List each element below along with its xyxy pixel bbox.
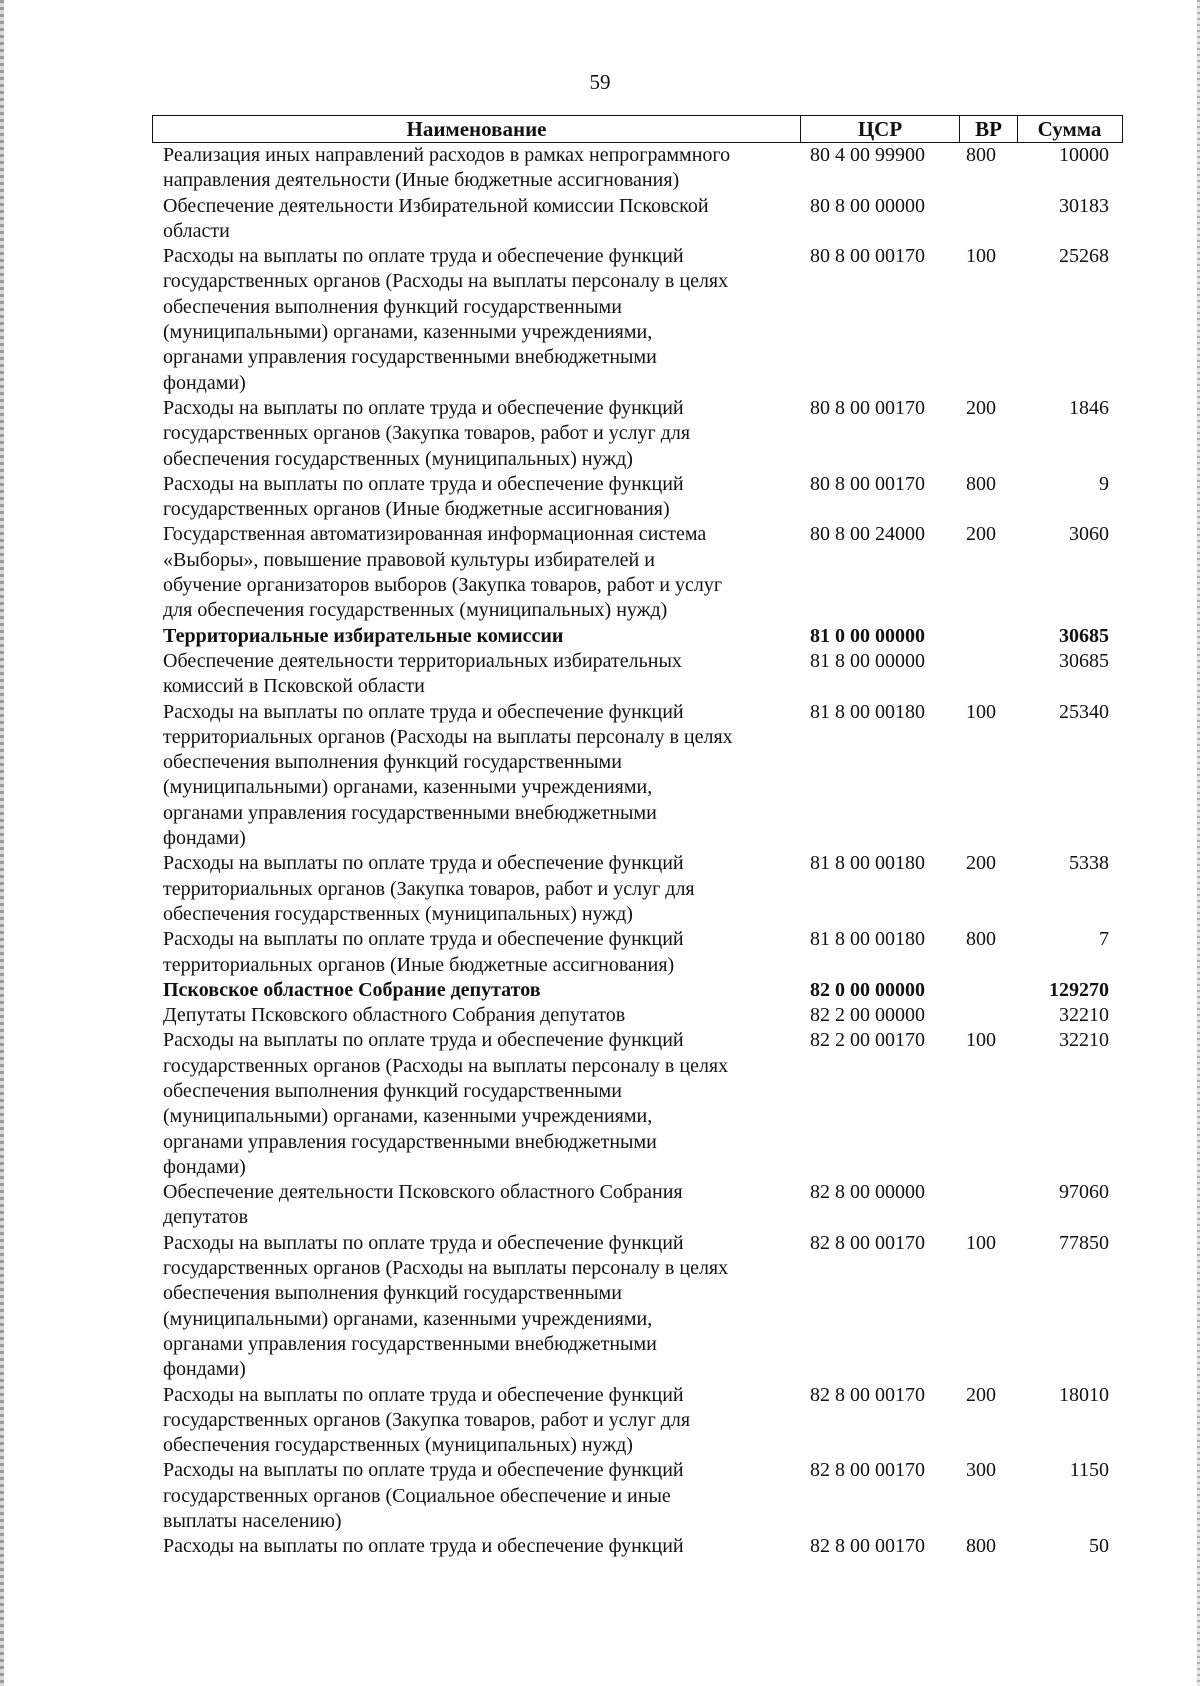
- row-csr-cell: 81 8 00 00180: [810, 928, 925, 951]
- table-row: [152, 1231, 1123, 1383]
- row-vr-cell: 100: [966, 700, 996, 723]
- row-name-cell: Расходы на выплаты по оплате труда и обеспечение функций территориальных органов (Расходы на выплаты персоналу в целях обеспечения выполнения функций государственными (муниципальными) органами, казенными учреждениями, органами управления государственными внебюджетными фондами): [163, 700, 733, 850]
- row-csr-cell: 82 8 00 00170: [810, 1231, 925, 1254]
- row-sum-cell: 77850: [1059, 1231, 1109, 1254]
- row-sum-cell: 7: [1099, 928, 1109, 951]
- row-name-cell: Расходы на выплаты по оплате труда и обеспечение функций: [163, 1535, 684, 1558]
- row-vr-cell: [959, 978, 1017, 1003]
- row-csr-cell: 81 8 00 00180: [810, 852, 925, 875]
- row-vr-cell: 100: [966, 1029, 996, 1052]
- table-row: [152, 851, 1123, 927]
- row-sum-cell: 25340: [1059, 700, 1109, 723]
- header-vr: ВР: [960, 116, 1018, 142]
- table-row: [152, 522, 1123, 623]
- row-sum-cell: 50: [1089, 1535, 1109, 1558]
- row-name-cell: Государственная автоматизированная информационная система «Выборы», повышение правовой культуры избирателей и обучение организаторов выборов (Закупка товаров, работ и услуг для обеспечения государственных (муниципальных) нужд): [163, 523, 723, 622]
- table-row: [152, 927, 1123, 978]
- row-vr-cell: [959, 649, 1017, 700]
- table-header: [152, 115, 1123, 143]
- row-name-cell: Псковское областное Собрание депутатов: [163, 978, 541, 1001]
- row-sum-cell: 32210: [1059, 1004, 1109, 1027]
- row-csr-cell: 82 8 00 00000: [810, 1181, 925, 1204]
- row-name-cell: Расходы на выплаты по оплате труда и обеспечение функций территориальных органов (Иные бюджетные ассигнования): [163, 928, 684, 976]
- row-csr-cell: 80 8 00 00000: [810, 194, 925, 217]
- row-sum-cell: 129270: [1049, 978, 1109, 1001]
- row-vr-cell: [959, 1180, 1017, 1231]
- row-vr-cell: 200: [966, 1383, 996, 1406]
- table-row: [152, 1458, 1123, 1534]
- row-name-cell: Расходы на выплаты по оплате труда и обеспечение функций государственных органов (Расходы на выплаты персоналу в целях обеспечения выполнения функций государственными (муниципальными) органами, казенными учреждениями, органами управления государственными внебюджетными фондами): [163, 245, 729, 394]
- row-vr-cell: 100: [966, 245, 996, 268]
- table-row: [152, 244, 1123, 396]
- table-row: [152, 700, 1123, 852]
- row-vr-cell: 200: [966, 523, 996, 546]
- row-sum-cell: 97060: [1059, 1181, 1109, 1204]
- header-sum: Сумма: [1037, 116, 1102, 141]
- header-name: Наименование: [153, 116, 801, 142]
- row-vr-cell: 200: [966, 852, 996, 875]
- row-name-cell: Обеспечение деятельности Избирательной комиссии Псковской области: [163, 194, 709, 242]
- row-sum-cell: 18010: [1059, 1383, 1109, 1406]
- row-name-cell: Расходы на выплаты по оплате труда и обеспечение функций государственных органов (Расходы на выплаты персоналу в целях обеспечения выполнения функций государственными (муниципальными) органами, казенными учреждениями, органами управления государственными внебюджетными фондами): [163, 1231, 729, 1381]
- table-row: [152, 194, 1123, 245]
- table-row: [152, 1180, 1123, 1231]
- row-vr-cell: [959, 624, 1017, 649]
- row-sum-cell: 1150: [1069, 1459, 1109, 1482]
- row-csr-cell: 80 8 00 24000: [810, 523, 925, 546]
- row-sum-cell: 10000: [1059, 144, 1109, 166]
- row-sum-cell: 30685: [1059, 649, 1109, 672]
- row-name-cell: Расходы на выплаты по оплате труда и обеспечение функций государственных органов (Иные бюджетные ассигнования): [163, 472, 684, 521]
- table-row: [152, 396, 1123, 472]
- row-sum-cell: 9: [1099, 472, 1109, 495]
- row-name-cell: Расходы на выплаты по оплате труда и обеспечение функций государственных органов (Расходы на выплаты персоналу в целях обеспечения выполнения функций государственными (муниципальными) органами, казенными учреждениями, органами управления государственными внебюджетными фондами): [163, 1029, 729, 1178]
- row-csr-cell: 82 8 00 00170: [810, 1459, 925, 1482]
- row-csr-cell: 82 2 00 00170: [810, 1029, 925, 1052]
- row-csr-cell: 82 8 00 00170: [810, 1383, 925, 1406]
- row-vr-cell: 100: [966, 1231, 996, 1254]
- table-row: [152, 1383, 1123, 1459]
- row-sum-cell: 5338: [1069, 852, 1109, 875]
- table-row: [152, 143, 1123, 194]
- row-csr-cell: 81 8 00 00180: [810, 700, 925, 723]
- page-number: 59: [589, 70, 611, 94]
- row-vr-cell: [959, 194, 1017, 245]
- row-name-cell: Территориальные избирательные комиссии: [163, 624, 564, 647]
- row-csr-cell: 80 4 00 99900: [810, 144, 925, 166]
- table-row: [152, 472, 1123, 523]
- row-sum-cell: 30183: [1059, 194, 1109, 217]
- row-csr-cell: 80 8 00 00170: [810, 245, 925, 268]
- row-vr-cell: 800: [966, 1535, 996, 1558]
- table-row: [152, 1534, 1123, 1559]
- row-csr-cell: 82 8 00 00170: [810, 1535, 925, 1558]
- row-sum-cell: 1846: [1069, 396, 1109, 419]
- row-vr-cell: 300: [966, 1459, 996, 1482]
- row-csr-cell: 80 8 00 00170: [810, 396, 925, 419]
- row-vr-cell: 800: [966, 144, 996, 166]
- row-name-cell: Расходы на выплаты по оплате труда и обеспечение функций государственных органов (Закупка товаров, работ и услуг для обеспечения государственных (муниципальных) нужд): [163, 396, 691, 470]
- header-csr: ЦСР: [801, 116, 960, 142]
- row-csr-cell: 82 0 00 00000: [810, 978, 925, 1001]
- row-vr-cell: 200: [966, 396, 996, 419]
- row-name-cell: Расходы на выплаты по оплате труда и обеспечение функций территориальных органов (Закупка товаров, работ и услуг для обеспечения государственных (муниципальных) нужд): [163, 852, 695, 925]
- row-sum-cell: 25268: [1059, 245, 1109, 268]
- row-csr-cell: 81 8 00 00000: [810, 649, 925, 672]
- row-vr-cell: 800: [966, 472, 996, 495]
- scan-edge-left: [0, 0, 4, 1686]
- row-name-cell: Расходы на выплаты по оплате труда и обеспечение функций государственных органов (Закупка товаров, работ и услуг для обеспечения государственных (муниципальных) нужд): [163, 1383, 691, 1457]
- table-row: [152, 1003, 1123, 1028]
- table-body: [152, 143, 1123, 1560]
- row-name-cell: Депутаты Псковского областного Собрания депутатов: [163, 1004, 626, 1027]
- row-sum-cell: 3060: [1069, 523, 1109, 546]
- row-csr-cell: 81 0 00 00000: [810, 624, 925, 647]
- table-row: [152, 1028, 1123, 1180]
- row-csr-cell: 80 8 00 00170: [810, 472, 925, 495]
- row-name-cell: Обеспечение деятельности территориальных избирательных комиссий в Псковской области: [163, 649, 682, 698]
- table-row: [152, 624, 1123, 649]
- row-sum-cell: 32210: [1059, 1029, 1109, 1052]
- table-row: [152, 978, 1123, 1003]
- budget-table: [152, 115, 1123, 1560]
- table-row: [152, 649, 1123, 700]
- row-sum-cell: 30685: [1059, 624, 1109, 647]
- row-name-cell: Расходы на выплаты по оплате труда и обеспечение функций государственных органов (Социальное обеспечение и иные выплаты населению): [163, 1459, 684, 1533]
- row-vr-cell: 800: [966, 928, 996, 951]
- row-csr-cell: 82 2 00 00000: [810, 1004, 925, 1027]
- row-name-cell: Реализация иных направлений расходов в рамках непрограммного направления деятельности (Иные бюджетные ассигнования): [163, 144, 731, 192]
- row-vr-cell: [959, 1003, 1017, 1028]
- row-name-cell: Обеспечение деятельности Псковского областного Собрания депутатов: [163, 1181, 683, 1229]
